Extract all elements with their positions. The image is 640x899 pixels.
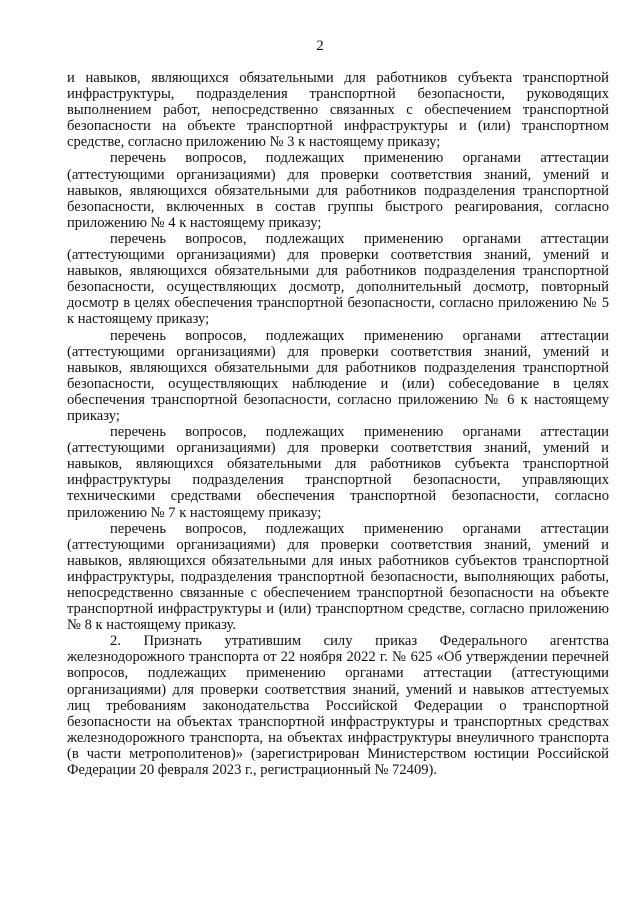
- document-body: [67, 70, 609, 778]
- paragraph-appendix-8: перечень вопросов, подлежащих применению органами аттестации (аттестующими организациями) для проверки соответствия знаний, умений и навыков, являющихся обязательными для иных работников субъектов транспортной инфраструктуры, подразделения транспортной безопасности, выполняющих работы, непосредственно связанные с обеспечением транспортной безопасности на объекте транспортной инфраструктуры и (или) транспортном средстве, согласно приложению № 8 к настоящему приказу.: [67, 520, 609, 634]
- paragraph-appendix-4: перечень вопросов, подлежащих применению органами аттестации (аттестующими организациями) для проверки соответствия знаний, умений и навыков, являющихся обязательными для работников подразделения транспортной безопасности, включенных в состав группы быстрого реагирования, согласно приложению № 4 к настоящему приказу;: [67, 150, 609, 231]
- page-number: 2: [316, 38, 324, 54]
- paragraph-appendix-5: перечень вопросов, подлежащих применению органами аттестации (аттестующими организациями) для проверки соответствия знаний, умений и навыков, являющихся обязательными для работников подразделения транспортной безопасности, осуществляющих досмотр, дополнительный досмотр, повторный досмотр в целях обеспечения транспортной безопасности, согласно приложению № 5 к настоящему приказу;: [67, 230, 609, 328]
- paragraph-continuation: и навыков, являющихся обязательными для работников субъекта транспортной инфраструктуры, подразделения транспортной безопасности, руководящих выполнением работ, непосредственно связанных с обеспечением транспортной безопасности на объекте транспортной инфраструктуры и (или) транспортном средстве, согласно приложению № 3 к настоящему приказу;: [67, 70, 609, 151]
- paragraph-appendix-7: перечень вопросов, подлежащих применению органами аттестации (аттестующими организациями) для проверки соответствия знаний, умений и навыков, являющихся обязательными для работников субъекта транспортной инфраструктуры подразделения транспортной безопасности, управляющих техническими средствами обеспечения транспортной безопасности, согласно приложению № 7 к настоящему приказу;: [67, 424, 609, 521]
- paragraph-item-2: 2. Признать утратившим силу приказ Федерального агентства железнодорожного транспорта от 22 ноября 2022 г. № 625 «Об утверждении перечней вопросов, подлежащих применению органами аттестации (аттестующими организациями) для проверки соответствия знаний, умений и навыков аттестуемых лиц требованиям законодательства Российской Федерации о транспортной безопасности на объектах транспортной инфраструктуры и транспортных средствах железнодорожного транспорта, на объектах инфраструктуры внеуличного транспорта (в части метрополитенов)» (зарегистрирован Министерством юстиции Российской Федерации 20 февраля 2023 г., регистрационный № 72409).: [67, 633, 609, 779]
- paragraph-appendix-6: перечень вопросов, подлежащих применению органами аттестации (аттестующими организациями) для проверки соответствия знаний, умений и навыков, являющихся обязательными для работников подразделения транспортной безопасности, осуществляющих наблюдение и (или) собеседование в целях обеспечения транспортной безопасности, согласно приложению № 6 к настоящему приказу;: [67, 327, 609, 424]
